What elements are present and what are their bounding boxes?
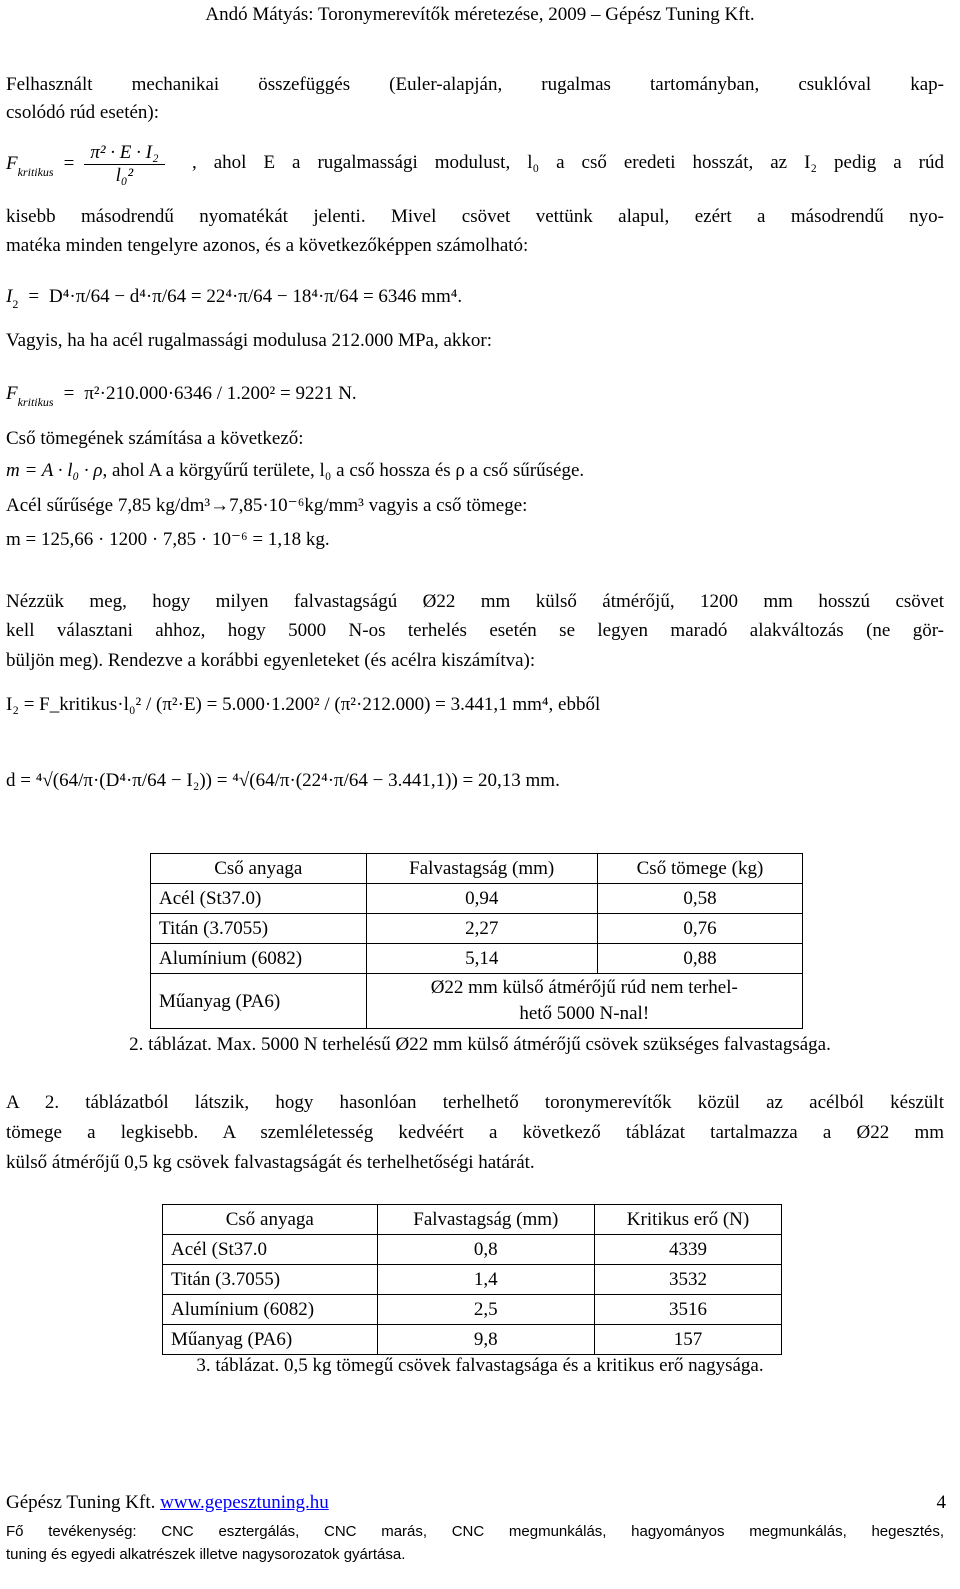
euler-formula: F kritikus = $\frac{\text{π² · E · I₂}}{\text{l₀²}}$: [6, 130, 165, 198]
paragraph-line: Acél sűrűsége 7,85 kg/dm³→7,85·10⁻⁶kg/mm³ vagyis a cső tömege:: [6, 495, 528, 516]
i2-formula: I 2 = D⁴·π/64 − d⁴·π/64 = 22⁴·π/64 − 18⁴·π/64 = 6346 mm⁴.: [6, 286, 463, 311]
table-2: [150, 853, 803, 1029]
paragraph-line: kell választani ahhoz, hogy 5000 N-os terhelés esetén se legyen maradó alakváltozás (ne gör-: [6, 620, 944, 641]
table-cell: Titán (3.7055): [151, 914, 367, 944]
table-cell: 0,8: [377, 1235, 594, 1265]
i2-required-formula: I₂ = F_kritikus·l₀² / (π²·E) = 5.000·1.200² / (π²·212.000) = 3.441,1 mm⁴, ebből: [6, 694, 601, 715]
table-cell: 2,27: [366, 914, 597, 944]
table-header-cell: Falvastagság (mm): [377, 1205, 594, 1235]
table-note-cell: [366, 974, 802, 1029]
table-cell: 9,8: [377, 1325, 594, 1355]
paragraph-line: Vagyis, ha ha acél rugalmassági modulusa 212.000 MPa, akkor:: [6, 330, 492, 351]
table-cell: 1,4: [377, 1265, 594, 1295]
table-cell: 3532: [595, 1265, 782, 1295]
table-row: [163, 1295, 782, 1325]
table-cell: 0,88: [597, 944, 802, 974]
table-row: [163, 1325, 782, 1355]
euler-explanation: , ahol E a rugalmassági modulust, l₀ a cső eredeti hosszát, az I₂ pedig a rúd: [192, 152, 944, 173]
table-row: [151, 884, 803, 914]
table-note-line: hető 5000 N-nal!: [519, 1003, 650, 1024]
table-cell: 0,76: [597, 914, 802, 944]
table-3-caption: 3. táblázat. 0,5 kg tömegű csövek falvastagsága és a kritikus erő nagysága.: [196, 1355, 764, 1376]
table-header-cell: Cső tömege (kg): [597, 854, 802, 884]
table-header-cell: Falvastagság (mm): [366, 854, 597, 884]
table-header-cell: Kritikus erő (N): [595, 1205, 782, 1235]
mass-expression: m = A · l₀ · ρ: [6, 460, 103, 481]
table-row: [151, 974, 803, 1029]
table-row: [163, 1265, 782, 1295]
table-3: [162, 1204, 782, 1355]
table-cell: Műanyag (PA6): [151, 974, 367, 1029]
table-cell: Alumínium (6082): [151, 944, 367, 974]
footer-company-name: Gépész Tuning Kft.: [6, 1492, 156, 1513]
table-cell: Alumínium (6082): [163, 1295, 378, 1325]
footer-activity-line: tuning és egyedi alkatrészek illetve nagysorozatok gyártása.: [6, 1546, 406, 1563]
footer-activity-line: Fő tevékenység: CNC esztergálás, CNC marás, CNC megmunkálás, hagyományos megmunkálás, hegesztés,: [6, 1523, 944, 1540]
table-cell: 157: [595, 1325, 782, 1355]
table-header-cell: Cső anyaga: [163, 1205, 378, 1235]
paragraph-line: Felhasznált mechanikai összefüggés (Euler-alapján, rugalmas tartományban, csuklóval kap-: [6, 74, 944, 95]
page-number: 4: [936, 1492, 946, 1513]
paragraph-line: Cső tömegének számítása a következő:: [6, 428, 304, 449]
table-row: [151, 914, 803, 944]
paragraph-line: Nézzük meg, hogy milyen falvastagságú Ø22 mm külső átmérőjű, 1200 mm hosszú csövet: [6, 591, 944, 612]
footer-company: [6, 1492, 329, 1514]
table-cell: 3516: [595, 1295, 782, 1325]
table-cell: 2,5: [377, 1295, 594, 1325]
footer-website-link[interactable]: www.gepesztuning.hu: [160, 1492, 329, 1513]
fkrit-formula: F kritikus = π²·210.000·6346 / 1.200² = 9221 N.: [6, 383, 357, 409]
mass-value-formula: m = 125,66 · 1200 · 7,85 · 10⁻⁶ = 1,18 kg.: [6, 529, 330, 550]
paragraph-line: kisebb másodrendű nyomatékát jelenti. Mivel csövet vettünk alapul, ezért a másodrendű nyo-: [6, 206, 944, 227]
mass-explanation: , ahol A a körgyűrű területe, l₀ a cső hossza és ρ a cső sűrűsége.: [102, 460, 585, 481]
i2-expression: D⁴·π/64 − d⁴·π/64 = 22⁴·π/64 − 18⁴·π/64 = 6346 mm⁴.: [49, 286, 463, 307]
table-cell: Műanyag (PA6): [163, 1325, 378, 1355]
table-cell: 0,94: [366, 884, 597, 914]
diameter-formula: d = ⁴√(64/π·(D⁴·π/64 − I₂)) = ⁴√(64/π·(22⁴·π/64 − 3.441,1)) = 20,13 mm.: [6, 770, 560, 791]
euler-numerator: π² · E · I₂: [84, 142, 164, 165]
table-cell: 0,58: [597, 884, 802, 914]
table-row: [163, 1235, 782, 1265]
table-cell: 4339: [595, 1235, 782, 1265]
subscript-kritikus: kritikus: [17, 164, 54, 179]
table-note-line: Ø22 mm külső átmérőjű rúd nem terhel-: [430, 977, 738, 998]
paragraph-line: A 2. táblázatból látszik, hogy hasonlóan terhelhető toronymerevítők közül az acélból készült: [6, 1092, 944, 1113]
paragraph-line: matéka minden tengelyre azonos, és a következőképpen számolható:: [6, 235, 529, 256]
table-cell: Titán (3.7055): [163, 1265, 378, 1295]
mass-formula: [6, 460, 584, 482]
paragraph-line: tömege a legkisebb. A szemléletesség kedvéért a következő táblázat tartalmazza a Ø22 mm: [6, 1122, 944, 1143]
table-row: [151, 944, 803, 974]
paragraph-line: csolódó rúd esetén):: [6, 102, 160, 123]
table-header-row: [151, 854, 803, 884]
fkrit-expression: π²·210.000·6346 / 1.200² = 9221 N.: [84, 383, 357, 404]
paragraph-line: külső átmérőjű 0,5 kg csövek falvastagságát és terhelhetőségi határát.: [6, 1152, 535, 1173]
euler-denominator: l₀²: [115, 164, 134, 186]
paragraph-line: büljön meg). Rendezve a korábbi egyenleteket (és acélra kiszámítva):: [6, 650, 536, 671]
running-header: Andó Mátyás: Toronymerevítők méretezése, 2009 – Gépész Tuning Kft.: [205, 4, 755, 25]
table-2-caption: 2. táblázat. Max. 5000 N terhelésű Ø22 mm külső átmérőjű csövek szükséges falvastagsága.: [129, 1034, 831, 1055]
table-cell: Acél (St37.0: [163, 1235, 378, 1265]
table-header-cell: Cső anyaga: [151, 854, 367, 884]
table-cell: Acél (St37.0): [151, 884, 367, 914]
symbol-F: F: [6, 153, 18, 174]
table-header-row: [163, 1205, 782, 1235]
table-cell: 5,14: [366, 944, 597, 974]
euler-fraction: [84, 142, 164, 187]
